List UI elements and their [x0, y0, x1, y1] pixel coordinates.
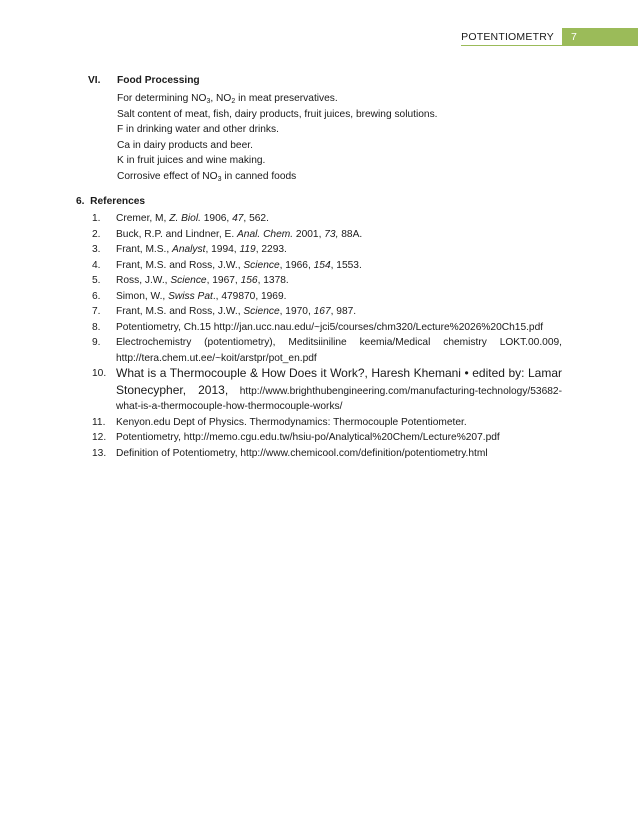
page-number: 7	[562, 28, 638, 46]
reference-item: 13. Definition of Potentiometry, http://www.chemicool.com/definition/potentiometry.html	[92, 447, 488, 459]
list-item: For determining $NO_3$, $NO_2$ in meat preservatives.	[117, 93, 338, 105]
reference-item: 9. Electrochemistry (potentiometry), Meditsiiniline keemia/Medical chemistry LOKT.00.009, http://tera.chem.ut.ee/~koit/arstpr/pot_en.pdf	[92, 337, 562, 364]
reference-item: 12. Potentiometry, http://memo.cgu.edu.tw/hsiu-po/Analytical%20Chem/Lecture%207.pdf	[92, 432, 500, 443]
list-item: K in fruit juices and wine making.	[117, 155, 266, 166]
reference-item: 7. Frant, M.S. and Ross, J.W., Science, 1970, 167, 987.	[92, 306, 357, 317]
reference-item: 1. Cremer, M, Z. Biol. 1906, 47, 562.	[92, 213, 269, 224]
list-item: Salt content of meat, fish, dairy products, fruit juices, brewing solutions.	[117, 108, 438, 120]
food-processing-list	[117, 91, 438, 184]
list-item: Ca in dairy products and beer.	[117, 139, 253, 151]
reference-item: 5. Ross, J.W., Science, 1967, 156, 1378.	[92, 275, 289, 286]
section-number: VI.	[88, 75, 101, 86]
header-title: POTENTIOMETRY	[461, 28, 562, 46]
section-title: Food Processing	[117, 75, 200, 86]
reference-item: 8. Potentiometry, Ch.15 http://jan.ucc.nau.edu/~jci5/courses/chm320/Lecture%2026%20Ch15.pdf	[92, 321, 544, 333]
references-heading: 6. References	[76, 196, 146, 207]
reference-item: 2. Buck, R.P. and Lindner, E. Anal. Chem. 2001, 73, 88A.	[92, 228, 363, 240]
reference-item: 3. Frant, M.S., Analyst, 1994, 119, 2293.	[92, 244, 287, 255]
references-list	[92, 211, 562, 461]
reference-item: 10. What is a Thermocouple & How Does it Work?, Haresh Khemani • edited by: Lamar Stonecypher, 2013, http://www.brighthubengineering.com/manufacturing-technology/53682-what-is-a-thermocouple-how-thermocouple-works/	[92, 366, 562, 412]
reference-item: 11. Kenyon.edu Dept of Physics. Thermodynamics: Thermocouple Potentiometer.	[92, 416, 467, 428]
list-item: F in drinking water and other drinks.	[117, 124, 279, 135]
list-item: Corrosive effect of $NO_3$ in canned foods	[117, 170, 297, 183]
reference-item: 6. Simon, W., Swiss Pat., 479870, 1969.	[92, 290, 287, 302]
page-header	[461, 28, 638, 46]
reference-item: 4. Frant, M.S. and Ross, J.W., Science, 1966, 154, 1553.	[92, 259, 362, 271]
